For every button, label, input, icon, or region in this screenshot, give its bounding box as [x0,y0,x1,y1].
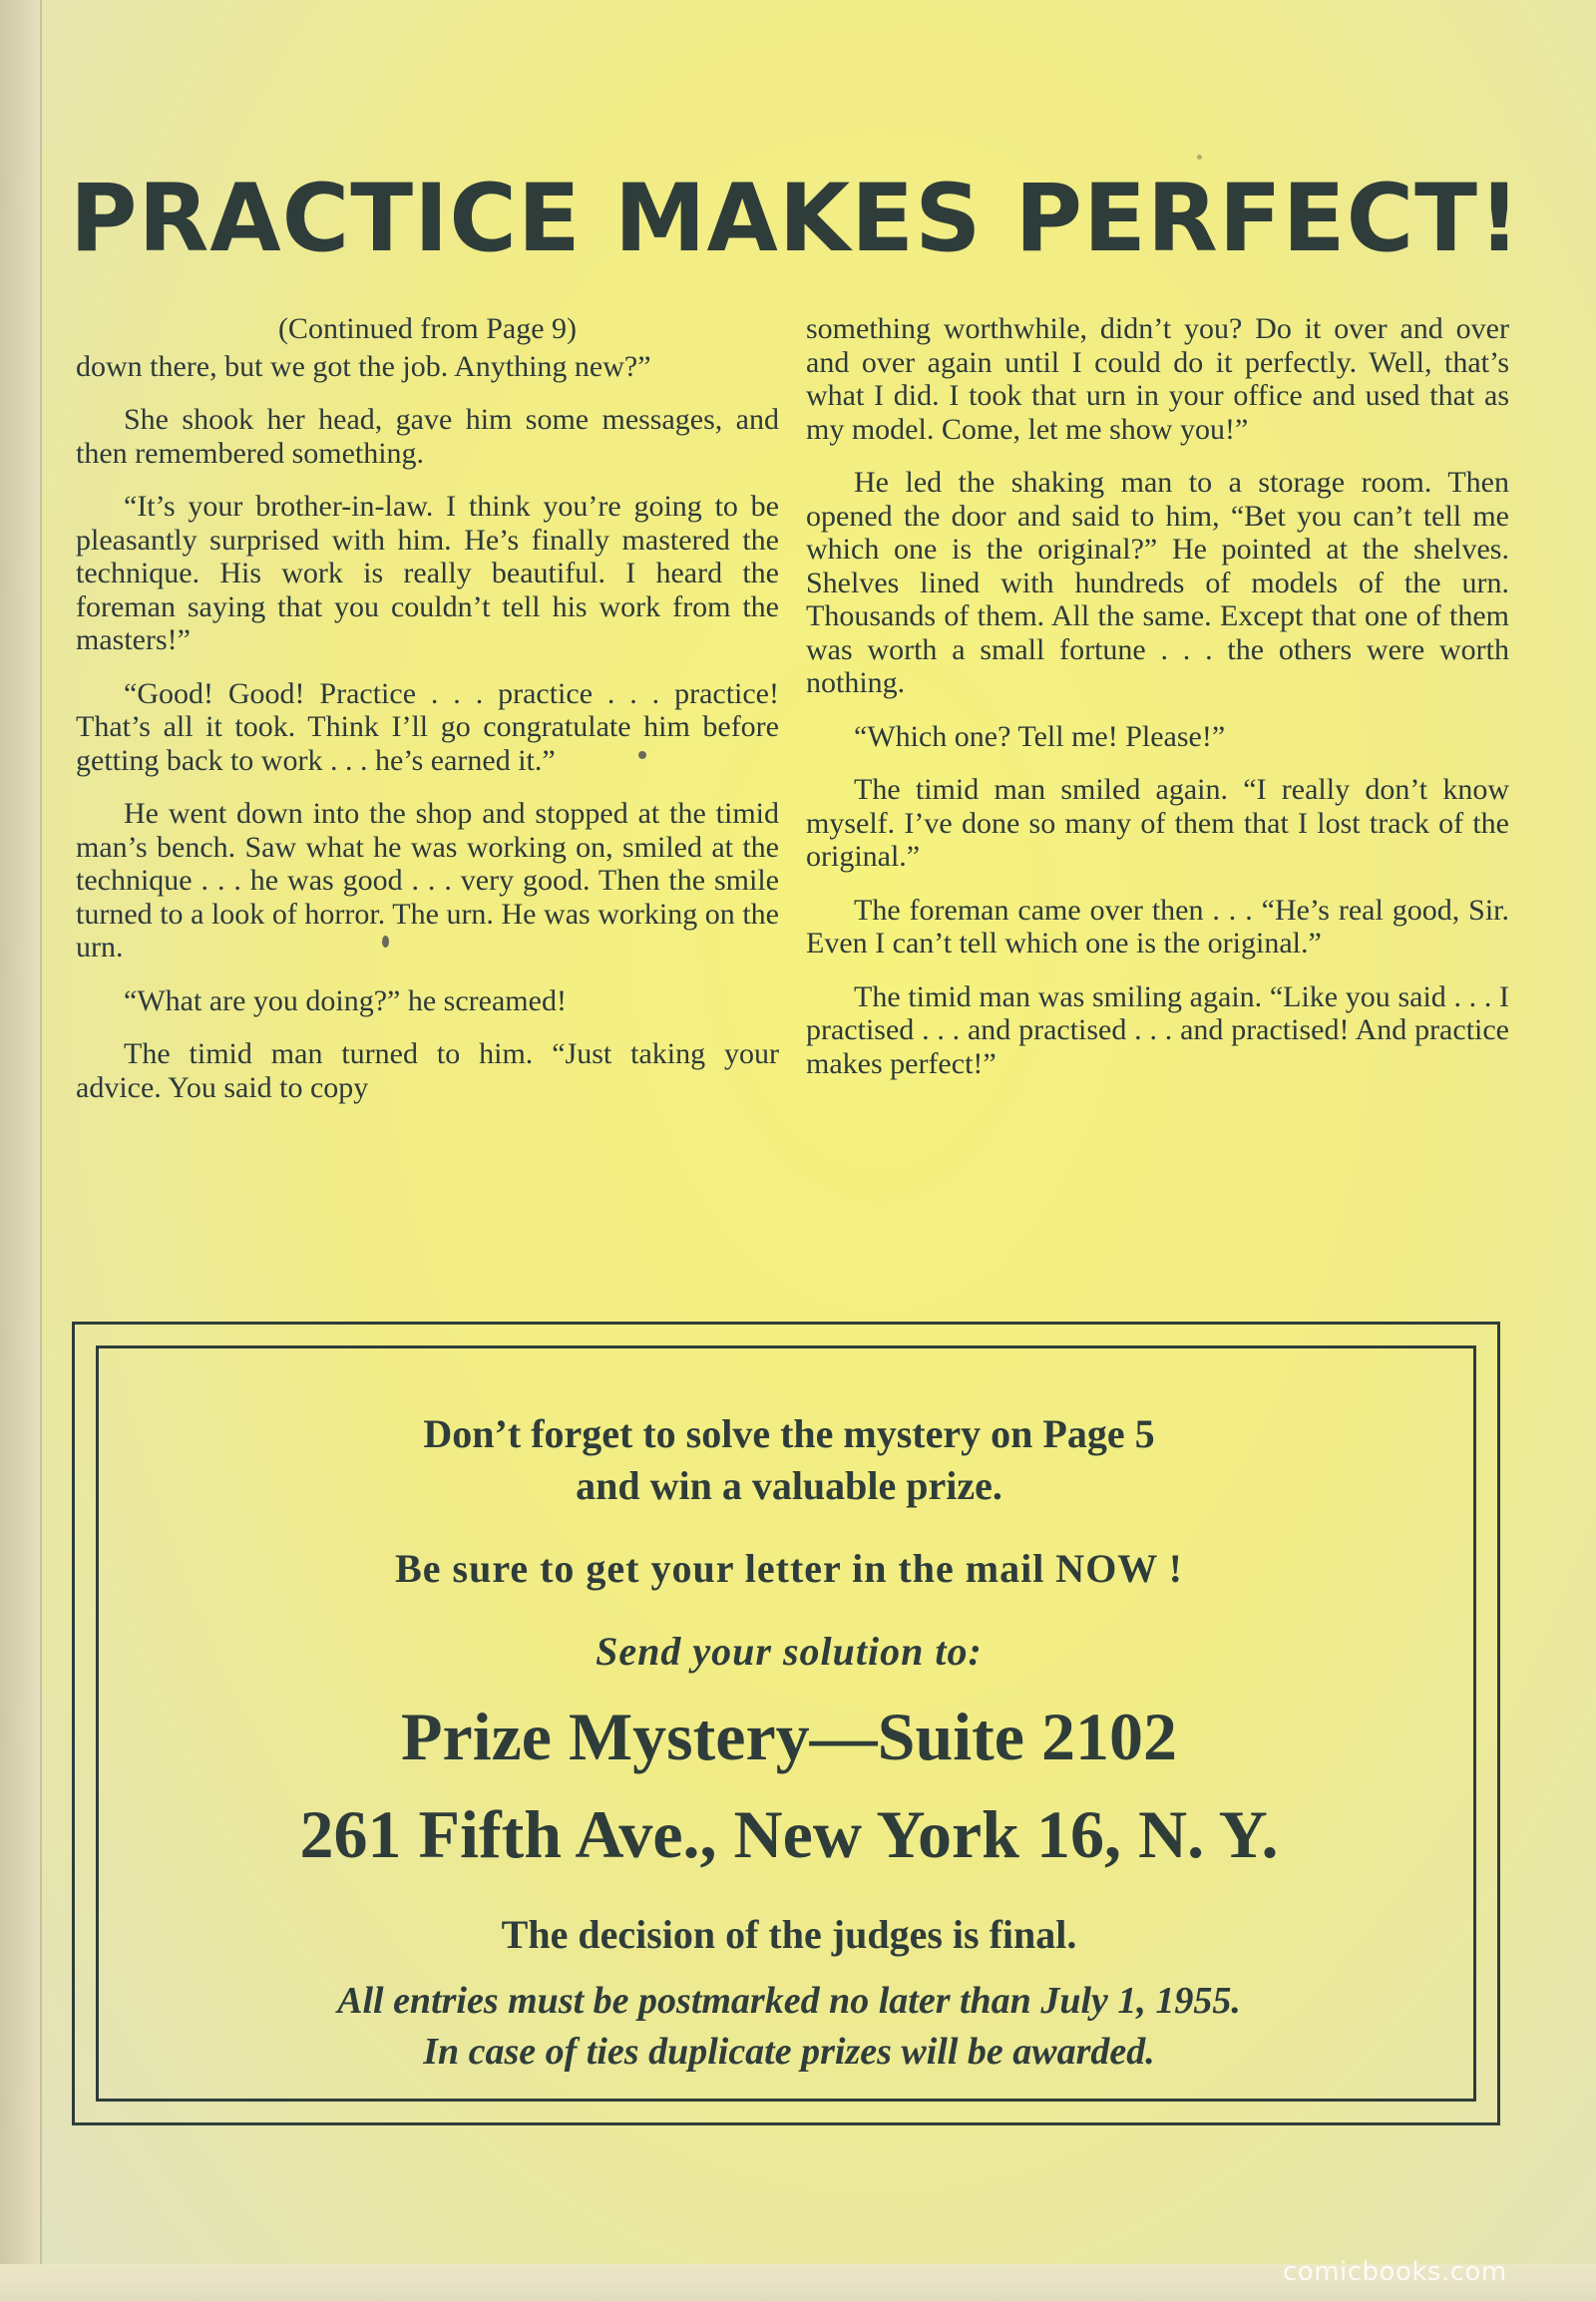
contest-prize-note: and win a valuable prize. [576,1463,1002,1508]
paragraph: The timid man turned to him. “Just taking your advice. You said to copy [76,1037,779,1104]
mail-reminder: Be sure to get your letter in the mail NOW ! [395,1546,1183,1591]
paragraph: The timid man smiled again. “I really don’t know myself. I’ve done so many of them that I lost track of the original.” [806,773,1509,873]
address-street: 261 Fifth Ave., New York 16, N. Y. [299,1796,1279,1872]
page-gutter [0,0,42,2301]
site-watermark: comicbooks.com [1283,2257,1507,2287]
paragraph: She shook her head, gave him some messages, and then remembered something. [76,403,779,470]
paragraph: “Good! Good! Practice . . . practice . . . practice! That’s all it took. Think I’ll go congratulate him before getting back to work . . . he’s earned it.” [76,676,779,777]
ties-note: In case of ties duplicate prizes will be awarded. [423,2031,1155,2073]
ink-speck [1197,155,1202,160]
story-column-right [806,312,1509,1100]
send-solution-label: Send your solution to: [596,1629,983,1674]
paragraph: “Which one? Tell me! Please!” [854,719,1226,753]
paragraph: The foreman came over then . . . “He’s real good, Sir. Even I can’t tell which one is the original.” [806,893,1509,959]
continued-note: (Continued from Page 9) [277,312,578,345]
postmark-deadline: All entries must be postmarked no later than July 1, 1955. [337,1980,1241,2022]
contest-reminder: Don’t forget to solve the mystery on Page 5 [423,1411,1155,1456]
address-suite: Prize Mystery—Suite 2102 [401,1699,1177,1774]
page-title: PRACTICE MAKES PERFECT! [70,165,1521,273]
paragraph: “What are you doing?” he screamed! [124,983,567,1017]
contest-box-inner-border [96,1345,1476,2102]
paragraph: He went down into the shop and stopped at the timid man’s bench. Saw what he was working on, smiled at the technique . . . he was good . . . very good. Then the smile turned to a look of horror. The urn. He was working on the urn. [76,797,779,963]
paragraph: down there, but we got the job. Anything new?” [76,349,651,383]
judges-note: The decision of the judges is final. [501,1912,1077,1957]
paragraph: “It’s your brother-in-law. I think you’re going to be pleasantly surprised with him. He’s finally mastered the technique. His work is really beautiful. I heard the foreman saying that you couldn’t tell his work from the masters!” [76,490,779,656]
contest-box [72,1322,1500,2125]
paragraph: He led the shaking man to a storage room. Then opened the door and said to him, “Bet you can’t tell me which one is the original?” He pointed at the shelves. Shelves lined with hundreds of models of the urn. Thousands of them. All the same. Except that one of them was worth a small fortune . . . the others were worth nothing. [806,466,1509,699]
story-column-left [76,312,779,1124]
paragraph: The timid man was smiling again. “Like you said . . . I practised . . . and practised . . . and practised! And practice makes perfect!” [806,979,1509,1080]
paragraph: something worthwhile, didn’t you? Do it over and over and over again until I could do it perfectly. Well, that’s what I did. I took that urn in your office and used that as my model. Come, let me show you!” [806,312,1509,446]
